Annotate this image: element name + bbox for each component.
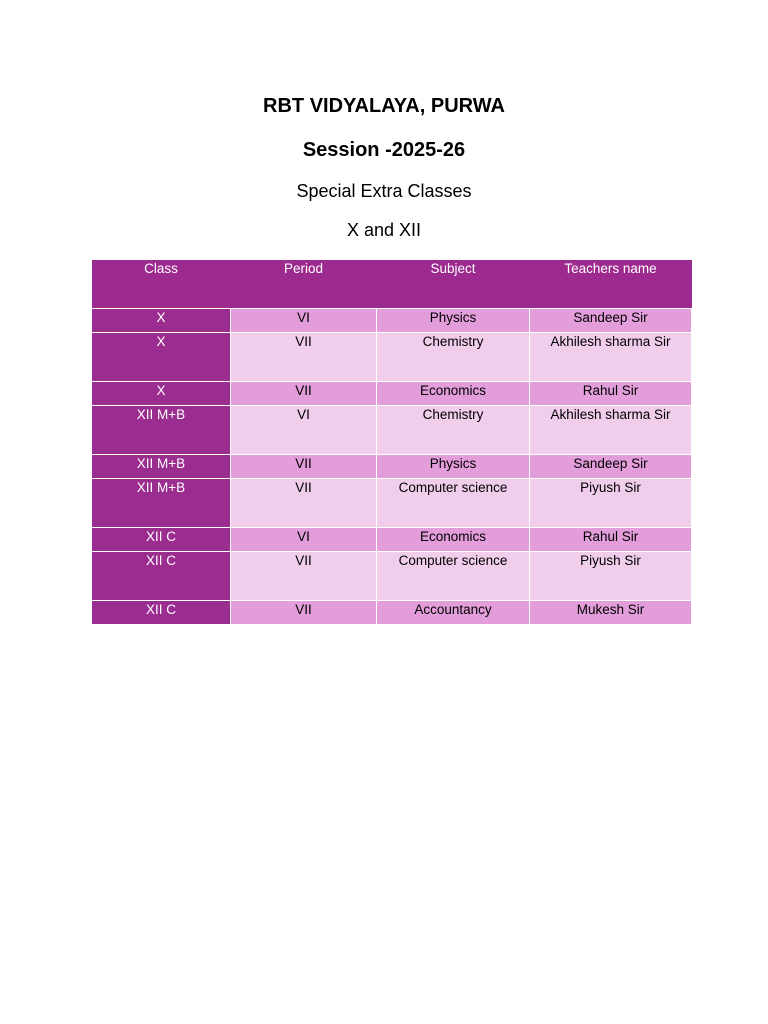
cell-class: XII C [92, 601, 231, 625]
cell-class: XII M+B [92, 455, 231, 479]
session-title: Session -2025-26 [302, 139, 466, 161]
table-row [92, 528, 692, 552]
cell-period: VII [231, 333, 377, 382]
cell-class: X [92, 309, 231, 333]
cell-period: VII [231, 479, 377, 528]
cell-subject: Economics [377, 528, 530, 552]
header-class: Class [92, 260, 231, 309]
cell-subject: Chemistry [377, 406, 530, 455]
cell-subject: Chemistry [377, 333, 530, 382]
cell-teacher: Piyush Sir [530, 479, 692, 528]
cell-class: XII M+B [92, 479, 231, 528]
table-row [92, 406, 692, 455]
cell-class: XII M+B [92, 406, 231, 455]
table-row [92, 479, 692, 528]
table-row [92, 601, 692, 625]
cell-teacher: Akhilesh sharma Sir [530, 333, 692, 382]
header-row [92, 260, 692, 309]
table-row [92, 455, 692, 479]
cell-teacher: Piyush Sir [530, 552, 692, 601]
header-subject: Subject [377, 260, 530, 309]
cell-teacher: Rahul Sir [530, 528, 692, 552]
cell-class: XII C [92, 552, 231, 601]
table-row [92, 333, 692, 382]
cell-subject: Economics [377, 382, 530, 406]
cell-teacher: Sandeep Sir [530, 309, 692, 333]
header-teacher: Teachers name [530, 260, 692, 309]
cell-class: X [92, 333, 231, 382]
table-row [92, 382, 692, 406]
table-header [92, 260, 692, 309]
cell-period: VI [231, 406, 377, 455]
cell-subject: Computer science [377, 479, 530, 528]
cell-subject: Computer science [377, 552, 530, 601]
school-name: RBT VIDYALAYA, PURWA [263, 95, 505, 117]
cell-class: XII C [92, 528, 231, 552]
subtitle: Special Extra Classes [296, 181, 472, 201]
cell-teacher: Akhilesh sharma Sir [530, 406, 692, 455]
header-period: Period [231, 260, 377, 309]
cell-period: VII [231, 552, 377, 601]
cell-period: VII [231, 601, 377, 625]
cell-subject: Physics [377, 455, 530, 479]
classes-label: X and XII [346, 220, 422, 240]
cell-subject: Physics [377, 309, 530, 333]
cell-teacher: Rahul Sir [530, 382, 692, 406]
table-row [92, 309, 692, 333]
cell-teacher: Sandeep Sir [530, 455, 692, 479]
extra-classes-table [91, 259, 692, 625]
cell-class: X [92, 382, 231, 406]
cell-period: VI [231, 528, 377, 552]
cell-subject: Accountancy [377, 601, 530, 625]
cell-period: VII [231, 455, 377, 479]
cell-teacher: Mukesh Sir [530, 601, 692, 625]
table-body [92, 309, 692, 625]
table-row [92, 552, 692, 601]
cell-period: VI [231, 309, 377, 333]
cell-period: VII [231, 382, 377, 406]
